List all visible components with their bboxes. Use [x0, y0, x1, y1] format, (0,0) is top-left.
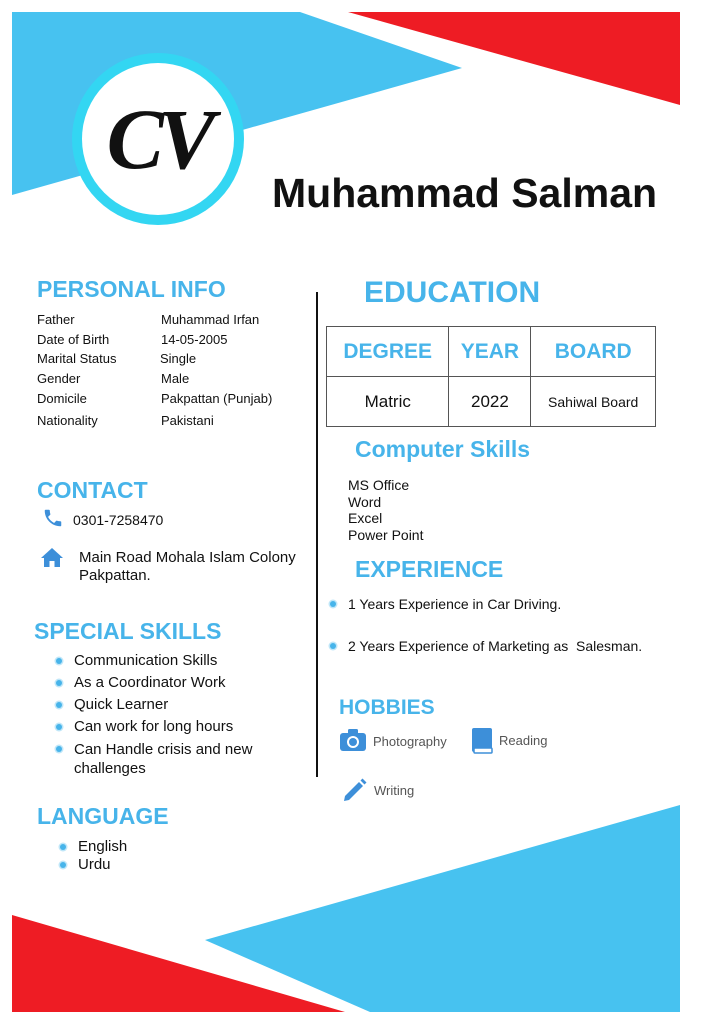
logo-text: CV — [106, 91, 210, 187]
info-label-gender: Gender — [37, 371, 81, 386]
language-heading: LANGUAGE — [37, 803, 169, 829]
bullet-icon — [330, 601, 336, 607]
table-cell-year: 2022 — [449, 377, 531, 427]
contact-address-line1: Main Road Mohala Islam Colony — [79, 549, 296, 566]
special-skills-heading: SPECIAL SKILLS — [34, 618, 222, 644]
list-item: Can Handle crisis and new challenges — [56, 738, 274, 778]
info-value-gender: Male — [161, 371, 190, 386]
book-icon — [470, 727, 494, 760]
table-header-year: YEAR — [449, 327, 531, 377]
bullet-icon — [56, 658, 62, 664]
bottom-right-blue-shape — [205, 805, 680, 1012]
info-label-father: Father — [37, 312, 75, 327]
table-header-degree: DEGREE — [327, 327, 449, 377]
bullet-icon — [56, 724, 62, 730]
list-item: Can work for long hours — [56, 716, 306, 738]
table-row — [327, 377, 656, 427]
info-label-domicile: Domicile — [37, 391, 87, 406]
table-cell-board: Sahiwal Board — [531, 377, 656, 427]
list-item: As a Coordinator Work — [56, 672, 306, 694]
home-icon — [39, 545, 65, 574]
contact-phone: 0301-7258470 — [73, 512, 164, 528]
info-value-nationality: Pakistani — [161, 413, 214, 428]
hobby-photography: Photography — [373, 734, 447, 749]
pencil-icon — [341, 776, 369, 809]
list-item: 1 Years Experience in Car Driving. — [330, 593, 680, 615]
bullet-icon — [56, 702, 62, 708]
info-label-marital: Marital Status — [37, 351, 117, 366]
bullet-icon — [330, 643, 336, 649]
contact-address-line2: Pakpattan. — [79, 567, 151, 584]
phone-icon — [42, 507, 64, 534]
computer-skill-ms-office: MS Office — [348, 477, 410, 493]
hobby-writing: Writing — [374, 783, 415, 798]
bullet-icon — [60, 844, 66, 850]
hobbies-heading: HOBBIES — [339, 696, 435, 719]
language-list — [60, 838, 260, 874]
info-value-father: Muhammad Irfan — [161, 312, 260, 327]
bullet-icon — [56, 680, 62, 686]
experience-heading: EXPERIENCE — [355, 556, 504, 582]
candidate-name: Muhammad Salman — [272, 170, 658, 216]
computer-skill-word: Word — [348, 494, 382, 510]
special-skills-list — [56, 650, 306, 778]
info-value-dob: 14-05-2005 — [161, 332, 228, 347]
info-value-domicile: Pakpattan (Punjab) — [161, 391, 273, 406]
cv-logo — [72, 53, 244, 225]
list-item: 2 Years Experience of Marketing as Salesman. — [330, 635, 680, 657]
computer-skills-heading: Computer Skills — [355, 436, 531, 462]
table-header-board: BOARD — [531, 327, 656, 377]
list-item: Urdu — [60, 856, 260, 874]
hobby-reading: Reading — [499, 733, 548, 748]
table-cell-degree: Matric — [327, 377, 449, 427]
list-item: Communication Skills — [56, 650, 306, 672]
info-label-nationality: Nationality — [37, 413, 98, 428]
contact-heading: CONTACT — [37, 477, 148, 503]
education-heading: EDUCATION — [364, 276, 541, 309]
list-item: English — [60, 838, 260, 856]
table-header-row — [327, 327, 656, 377]
experience-list — [330, 593, 680, 657]
list-item: Quick Learner — [56, 694, 306, 716]
computer-skill-power-point: Power Point — [348, 527, 424, 543]
bullet-icon — [56, 746, 62, 752]
bullet-icon — [60, 862, 66, 868]
computer-skill-excel: Excel — [348, 510, 383, 526]
personal-info-heading: PERSONAL INFO — [37, 276, 226, 302]
info-value-marital: Single — [160, 351, 197, 366]
camera-icon — [339, 728, 367, 757]
education-table — [326, 326, 656, 427]
column-divider — [316, 292, 318, 777]
info-label-dob: Date of Birth — [37, 332, 110, 347]
